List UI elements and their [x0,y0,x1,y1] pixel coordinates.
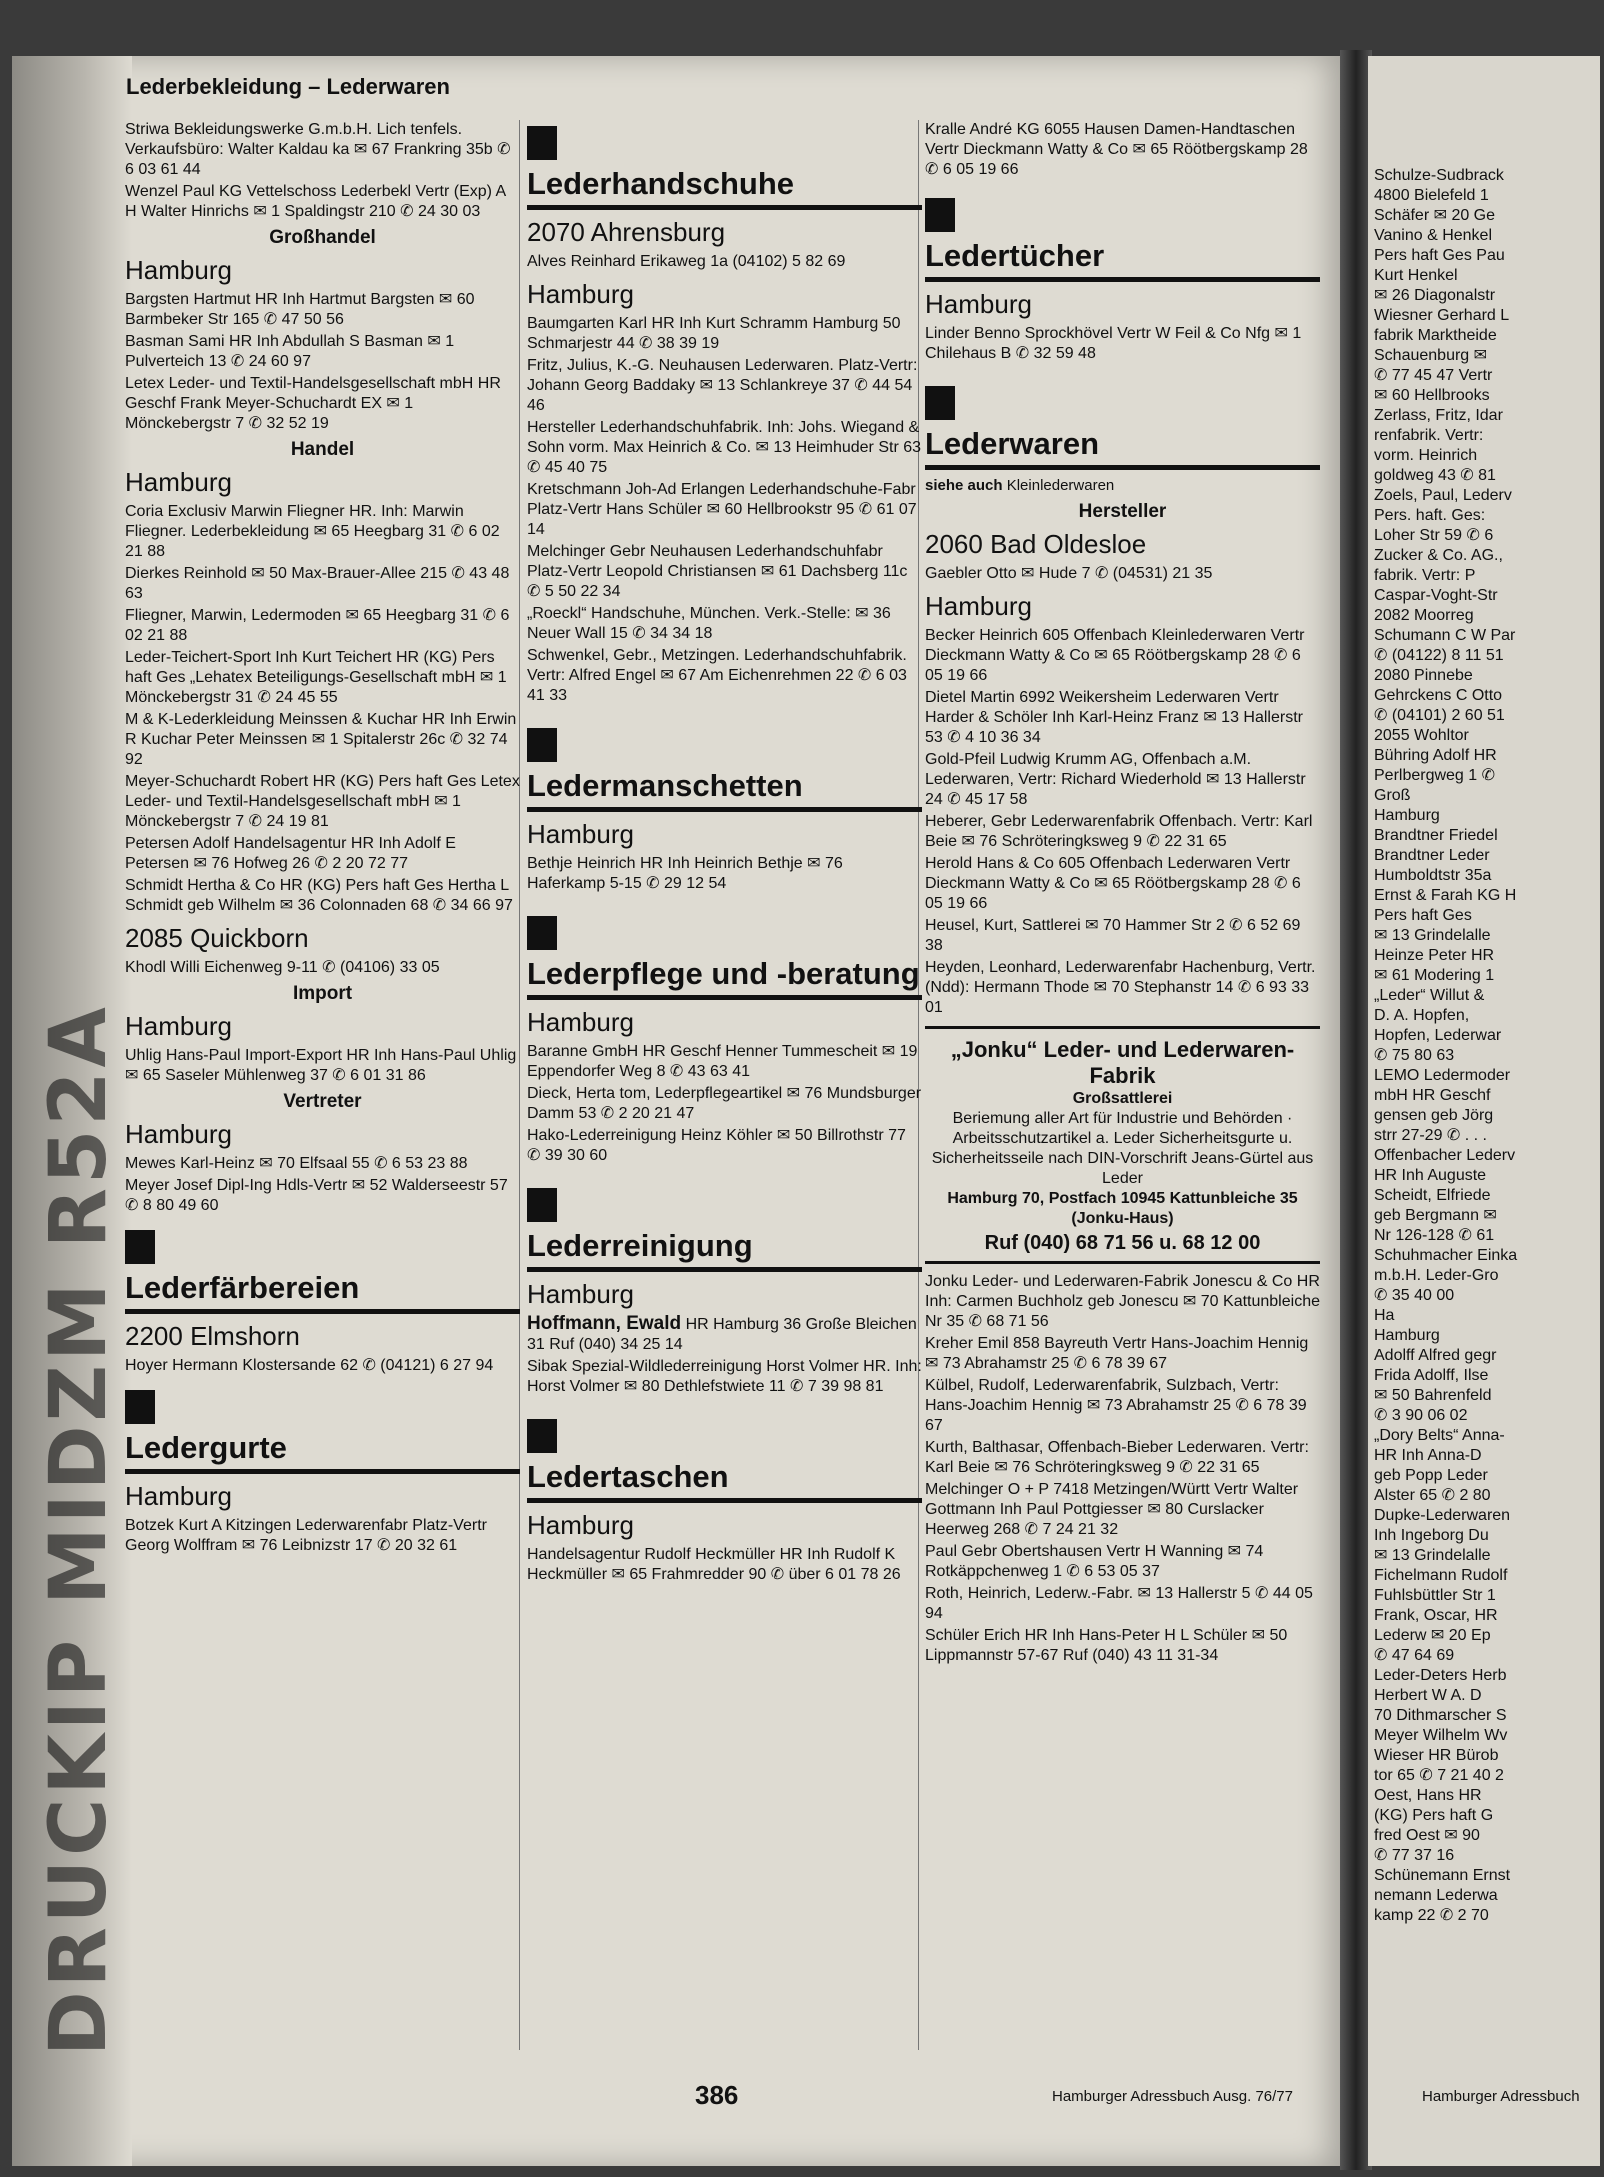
ad-description: Beriemung aller Art für Industrie und Behörden · Arbeitsschutzartikel a. Leder Sicherheitsgurte u. Sicherheitsseile nach DIN-Vorschrift Jeans-Gürtel aus Leder [931,1110,1314,1187]
list-item: Pers haft Ges [1374,907,1472,924]
list-item: Fritz, Julius, K.-G. Neuhausen Lederwaren. Platz-Vertr: Johann Georg Baddaky ✉ 13 Schlankreye 37 ✆ 44 54 46 [527,357,918,414]
list-item: strr 27-29 ✆ . . . [1374,1127,1487,1144]
entry-list [527,252,922,272]
list-item: ✆ (04122) 8 11 51 [1374,647,1504,664]
list-item: LEMO Ledermoder [1374,1067,1511,1084]
list-item: Schüler Erich HR Inh Hans-Peter H L Schüler ✉ 50 Lippmannstr 57-67 Ruf (040) 43 11 31-34 [925,1627,1288,1664]
list-item: Lederw ✉ 20 Ep [1374,1627,1491,1644]
section-ledermanschetten [527,728,922,812]
section-marker [925,386,955,420]
list-item: Dietel Martin 6992 Weikersheim Lederwaren Vertr Harder & Schöler Inh Karl-Heinz Franz ✉ 13 Hallerstr 53 ✆ 4 10 36 34 [925,689,1303,746]
list-item: ✉ 61 Modering 1 [1374,967,1495,984]
list-item: Schumann C W Par [1374,627,1516,644]
list-item: Nr 126-128 ✆ 61 [1374,1227,1495,1244]
list-item: Meyer Josef Dipl-Ing Hdls-Vertr ✉ 52 Walderseestr 57 ✆ 8 80 49 60 [125,1177,508,1214]
entry-list [125,1046,520,1086]
city-heading: Hamburg [925,289,1032,319]
list-item: fabrik Marktheide [1374,327,1497,344]
list-item: Gehrckens C Otto [1374,687,1503,704]
entry-list [527,314,922,706]
list-item: Petersen Adolf Handelsagentur HR Inh Adolf E Petersen ✉ 76 Hofweg 26 ✆ 2 20 72 77 [125,835,456,872]
list-item: Botzek Kurt A Kitzingen Lederwarenfabr Platz-Vertr Georg Wolffram ✉ 76 Leibnizstr 17 ✆ 20 32 61 [125,1517,487,1554]
list-item: HR Inh Anna-D [1374,1447,1482,1464]
city-heading: Hamburg [527,279,634,309]
list-item: Hamburg [1374,807,1440,824]
entry-name: Hoffmann, Ewald [527,1313,682,1334]
list-item: M & K-Lederkleidung Meinssen & Kuchar HR Inh Erwin R Kuchar Peter Meinssen ✉ 1 Spitalerstr 26c ✆ 32 74 92 [125,711,517,768]
list-item: Vanino & Henkel [1374,227,1492,244]
section-marker [527,126,557,160]
list-item: Heinze Peter HR [1374,947,1495,964]
list-item: Brandtner Friedel [1374,827,1498,844]
list-item: Coria Exclusiv Marwin Fliegner HR. Inh: Marwin Fliegner. Lederbekleidung ✉ 65 Heegbarg 31 ✆ 6 02 21 88 [125,503,500,560]
section-lederwaren [925,386,1320,470]
list-item: Perlbergweg 1 ✆ [1374,767,1496,784]
list-item: ✉ 13 Grindelalle [1374,927,1491,944]
list-item: Hopfen, Lederwar [1374,1027,1502,1044]
list-item: Letex Leder- und Textil-Handelsgesellschaft mbH HR Geschf Frank Meyer-Schuchardt EX ✉ 1 Mönckebergstr 7 ✆ 32 52 19 [125,375,501,432]
entry-list [925,324,1320,364]
list-item: Uhlig Hans-Paul Import-Export HR Inh Hans-Paul Uhlig ✉ 65 Saseler Mühlenweg 37 ✆ 6 01 31 86 [125,1047,517,1084]
list-item: mbH HR Geschf [1374,1087,1491,1104]
list-item: 70 Dithmarscher S [1374,1707,1507,1724]
city-heading: Hamburg [527,1279,634,1309]
list-item: Dierkes Reinhold ✉ 50 Max-Brauer-Allee 215 ✆ 43 48 63 [125,565,510,602]
page-footer-right: Hamburger Adressbuch [1422,2088,1580,2105]
list-item: Khodl Willi Eichenweg 9-11 ✆ (04106) 33 05 [125,959,440,976]
list-item: Wiesner Gerhard L [1374,307,1510,324]
section-marker [925,198,955,232]
section-title: Lederpflege und -beratung [527,956,922,1000]
list-item: Heyden, Leonhard, Lederwarenfabr Hachenburg, Vertr. (Ndd): Hermann Thode ✉ 70 Stephanstr 14 ✆ 6 93 33 01 [925,959,1316,1016]
list-item: Handelsagentur Rudolf Heckmüller HR Inh Rudolf K Heckmüller ✉ 65 Frahmredder 90 ✆ über 6 01 78 26 [527,1546,901,1583]
list-item: ✆ 77 45 47 Vertr [1374,367,1493,384]
city-heading: 2060 Bad Oldesloe [925,529,1147,559]
list-item: (KG) Pers haft G [1374,1807,1494,1824]
section-title: Ledermanschetten [527,768,922,812]
list-item: Brandtner Leder [1374,847,1490,864]
list-item: Heusel, Kurt, Sattlerei ✉ 70 Hammer Str 2 ✆ 6 52 69 38 [925,917,1301,954]
page-number: 386 [695,2080,739,2110]
list-item: fabrik. Vertr: P [1374,567,1476,584]
entry-list [527,1357,922,1397]
list-item: Schünemann Ernst [1374,1867,1511,1884]
column-1 [125,120,520,1558]
list-item: ✆ 75 80 63 [1374,1047,1455,1064]
advertisement-jonku [925,1026,1320,1264]
list-item: Inh Ingeborg Du [1374,1527,1489,1544]
entry-list [925,1272,1320,1666]
list-item: Fichelmann Rudolf [1374,1567,1508,1584]
list-item: Zerlass, Fritz, Idar [1374,407,1503,424]
list-item: ✉ 50 Bahrenfeld [1374,1387,1492,1404]
section-ledertuecher [925,198,1320,282]
section-title: Ledertaschen [527,1459,922,1503]
column-2 [527,120,922,1587]
list-item: Bargsten Hartmut HR Inh Hartmut Bargsten ✉ 60 Barmbeker Str 165 ✆ 47 50 56 [125,291,475,328]
list-item: Hamburg [1374,1327,1440,1344]
section-marker [125,1390,155,1424]
entry-list [125,1154,520,1216]
list-item: Frida Adolff, Ilse [1374,1367,1489,1384]
list-item: Pers haft Ges Pau [1374,247,1505,264]
subheading: Großhandel [269,227,376,248]
list-item: Scheidt, Elfriede [1374,1187,1491,1204]
section-ledertaschen [527,1419,922,1503]
section-title: Lederhandschuhe [527,166,922,210]
entry-list [125,120,520,222]
section-title: Lederwaren [925,426,1320,470]
section-lederfaerbereien [125,1230,520,1314]
column-3 [925,120,1320,1668]
list-item: „Leder“ Willut & [1374,987,1485,1004]
list-item: Gold-Pfeil Ludwig Krumm AG, Offenbach a.M. Lederwaren, Vertr: Richard Wiederhold ✉ 13 Hallerstr 24 ✆ 45 17 58 [925,751,1306,808]
list-item: ✉ 13 Grindelalle [1374,1547,1491,1564]
page-footer: Hamburger Adressbuch Ausg. 76/77 [1052,2088,1293,2105]
list-item: ✆ 77 37 16 [1374,1847,1455,1864]
list-item: Striwa Bekleidungswerke G.m.b.H. Lich tenfels. Verkaufsbüro: Walter Kaldau ka ✉ 67 Frankring 35b ✆ 6 03 61 44 [125,121,511,178]
list-item: „Roeckl“ Handschuhe, München. Verk.-Stelle: ✉ 36 Neuer Wall 15 ✆ 34 34 18 [527,605,891,642]
city-heading: Hamburg [125,467,232,497]
city-heading: Hamburg [925,591,1032,621]
entry-list [925,120,1320,180]
city-heading: Hamburg [527,1510,634,1540]
list-item: Offenbacher Lederv [1374,1147,1516,1164]
section-lederpflege [527,916,922,1000]
list-item: Paul Gebr Obertshausen Vertr H Wanning ✉ 74 Rotkäppchenweg 1 ✆ 6 53 05 37 [925,1543,1264,1580]
list-item: vorm. Heinrich [1374,447,1478,464]
entry-list [125,1516,520,1556]
list-item: Mewes Karl-Heinz ✉ 70 Elfsaal 55 ✆ 6 53 23 88 [125,1155,468,1172]
list-item: Basman Sami HR Inh Abdullah S Basman ✉ 1 Pulverteich 13 ✆ 24 60 97 [125,333,455,370]
list-item: ✆ 3 90 06 02 [1374,1407,1468,1424]
list-item: Meyer-Schuchardt Robert HR (KG) Pers haft Ges Letex Leder- und Textil-Handelsgesellschaft mbH ✉ 1 Mönckebergstr 7 ✆ 24 19 81 [125,773,520,830]
list-item: Kralle André KG 6055 Hausen Damen-Handtaschen Vertr Dieckmann Watty & Co ✉ 65 Röötbergskamp 28 ✆ 6 05 19 66 [925,121,1308,178]
see-also-target: Kleinlederwaren [1002,477,1115,494]
section-lederreinigung [527,1188,922,1272]
see-also-label: siehe auch [925,477,1003,494]
list-item: Frank, Oscar, HR [1374,1607,1498,1624]
section-marker [125,1230,155,1264]
list-item: ✆ 35 40 00 [1374,1287,1455,1304]
entry-list [925,564,1320,584]
list-item: Groß [1374,787,1411,804]
running-head: Lederbekleidung – Lederwaren [126,74,450,99]
right-page-column [1374,166,1604,1926]
list-item: Oest, Hans HR [1374,1787,1482,1804]
ad-company-name: „Jonku“ Leder- und Lederwaren-Fabrik [950,1037,1295,1088]
section-marker [527,1419,557,1453]
list-item [527,1314,922,1355]
list-item: HR Inh Auguste [1374,1167,1487,1184]
list-item: Humboldtstr 35a [1374,867,1492,884]
city-heading: 2200 Elmshorn [125,1321,300,1351]
list-item: goldweg 43 ✆ 81 [1374,467,1496,484]
list-item: Gaebler Otto ✉ Hude 7 ✆ (04531) 21 35 [925,565,1213,582]
list-item: Jonku Leder- und Lederwaren-Fabrik Jonescu & Co HR Inh: Carmen Buchholz geb Jonescu ✉ 70 Kattunbleiche Nr 35 ✆ 68 71 56 [925,1273,1320,1330]
list-item: Leder-Deters Herb [1374,1667,1507,1684]
list-item: Baranne GmbH HR Geschf Henner Tummescheit ✉ 19 Eppendorfer Weg 8 ✆ 43 63 41 [527,1043,918,1080]
subheading: Vertreter [283,1091,362,1112]
city-heading: Hamburg [527,819,634,849]
book-spine [12,56,132,2166]
list-item: Hoyer Hermann Klostersande 62 ✆ (04121) 6 27 94 [125,1357,494,1374]
list-item: Adolff Alfred gegr [1374,1347,1497,1364]
list-item: 4800 Bielefeld 1 [1374,187,1489,204]
list-item: Meyer Wilhelm Wv [1374,1727,1508,1744]
list-item: Herbert W A. D [1374,1687,1482,1704]
list-item: geb Popp Leder [1374,1467,1488,1484]
list-item: Leder-Teichert-Sport Inh Kurt Teichert HR (KG) Pers haft Ges „Lehatex Beteiligungs-Gesellschaft mbH ✉ 1 Mönckebergstr 31 ✆ 24 45 55 [125,649,507,706]
list-item: fred Oest ✉ 90 [1374,1827,1480,1844]
section-title: Lederfärbereien [125,1270,520,1314]
list-item: Becker Heinrich 605 Offenbach Kleinlederwaren Vertr Dieckmann Watty & Co ✉ 65 Röötbergskamp 28 ✆ 6 05 19 66 [925,627,1305,684]
city-heading: 2085 Quickborn [125,923,309,953]
list-item: Zoels, Paul, Lederv [1374,487,1512,504]
list-item: Schmidt Hertha & Co HR (KG) Pers haft Ges Hertha L Schmidt geb Wilhelm ✉ 36 Colonnaden 68 ✆ 34 66 97 [125,877,513,914]
list-item: Schäfer ✉ 20 Ge [1374,207,1496,224]
list-item: 2055 Wohltor [1374,727,1469,744]
list-item: Roth, Heinrich, Lederw.-Fabr. ✉ 13 Hallerstr 5 ✆ 44 05 94 [925,1585,1313,1622]
list-item: kamp 22 ✆ 2 70 [1374,1907,1489,1924]
list-item: Hersteller Lederhandschuhfabrik. Inh: Johs. Wiegand & Sohn vorm. Max Heinrich & Co. ✉ 13 Heimhuder Str 63 ✆ 45 40 75 [527,419,922,476]
entry-list [125,958,520,978]
list-item: Wieser HR Bürob [1374,1747,1499,1764]
section-marker [527,1188,557,1222]
list-item: 2082 Moorreg [1374,607,1474,624]
list-item: Schauenburg ✉ [1374,347,1488,364]
section-ledergurte [125,1390,520,1474]
subheading: Handel [290,439,355,460]
list-item: Bühring Adolf HR [1374,747,1497,764]
list-item: ✉ 26 Diagonalstr [1374,287,1496,304]
ad-address: Hamburg 70, Postfach 10945 Kattunbleiche 35 (Jonku-Haus) [947,1190,1298,1227]
entry-list [125,290,520,434]
list-item: „Dory Belts“ Anna- [1374,1427,1505,1444]
list-item: Linder Benno Sprockhövel Vertr W Feil & Co Nfg ✉ 1 Chilehaus B ✆ 32 59 48 [925,325,1302,362]
subheading: Import [292,983,353,1004]
list-item: Schulze-Sudbrack [1374,167,1504,184]
entry-list [527,854,922,894]
city-heading: Hamburg [125,255,232,285]
list-item: Schwenkel, Gebr., Metzingen. Lederhandschuhfabrik. Vertr: Alfred Engel ✉ 67 Am Eichenrehmen 22 ✆ 6 03 41 33 [527,647,907,704]
list-item: Dupke-Lederwaren [1374,1507,1511,1524]
list-item: m.b.H. Leder-Gro [1374,1267,1499,1284]
ad-phone: Ruf (040) 68 71 56 u. 68 12 00 [984,1232,1261,1254]
spine-lettering: DRUCKIP MIDZM R52A [34,1003,124,2056]
list-item: 2080 Pinnebe [1374,667,1473,684]
list-item: Fuhlsbüttler Str 1 [1374,1587,1496,1604]
list-item: Pers. haft. Ges: [1374,507,1486,524]
entry-list [925,626,1320,1018]
list-item: Kurt Henkel [1374,267,1458,284]
city-heading: 2070 Ahrensburg [527,217,726,247]
list-item: Sibak Spezial-Wildlederreinigung Horst Volmer HR. Inh: Horst Volmer ✉ 80 Dethlefstwiete 11 ✆ 7 39 98 81 [527,1358,922,1395]
book-page-right [1368,56,1600,2166]
list-item: D. A. Hopfen, [1374,1007,1470,1024]
section-marker [527,728,557,762]
list-item: renfabrik. Vertr: [1374,427,1484,444]
list-item: Melchinger Gebr Neuhausen Lederhandschuhfabr Platz-Vertr Leopold Christiansen ✉ 61 Dachsberg 11c ✆ 5 50 22 34 [527,543,908,600]
list-item: Alster 65 ✆ 2 80 [1374,1487,1491,1504]
entry-list [527,1042,922,1166]
section-title: Lederreinigung [527,1228,922,1272]
list-item: Wenzel Paul KG Vettelschoss Lederbekl Vertr (Exp) A H Walter Hinrichs ✉ 1 Spaldingstr 210 ✆ 24 30 03 [125,183,506,220]
city-heading: Hamburg [527,1007,634,1037]
list-item: Kurth, Balthasar, Offenbach-Bieber Lederwaren. Vertr: Karl Beie ✉ 76 Schröteringksweg 9 ✆ 22 31 65 [925,1439,1309,1476]
list-item: Fliegner, Marwin, Ledermoden ✉ 65 Heegbarg 31 ✆ 6 02 21 88 [125,607,510,644]
entry-list [125,502,520,916]
section-marker [527,916,557,950]
city-heading: Hamburg [125,1011,232,1041]
list-item: Dieck, Herta tom, Lederpflegeartikel ✉ 76 Mundsburger Damm 53 ✆ 2 20 21 47 [527,1085,922,1122]
list-item: Ha [1374,1307,1395,1324]
subheading: Hersteller [1078,501,1167,522]
cross-reference [925,476,1320,496]
entry-list [125,1356,520,1376]
ad-company-kind: Großsattlerei [1072,1090,1173,1107]
city-heading: Hamburg [125,1481,232,1511]
list-item: Loher Str 59 ✆ 6 [1374,527,1494,544]
list-item: Hako-Lederreinigung Heinz Köhler ✉ 50 Billrothstr 77 ✆ 39 30 60 [527,1127,906,1164]
list-item: Bethje Heinrich HR Inh Heinrich Bethje ✉ 76 Haferkamp 5-15 ✆ 29 12 54 [527,855,843,892]
list-item: gensen geb Jörg [1374,1107,1494,1124]
list-item: Kretschmann Joh-Ad Erlangen Lederhandschuhe-Fabr Platz-Vertr Hans Schüler ✉ 60 Hellbrookstr 95 ✆ 61 07 14 [527,481,917,538]
list-item: geb Bergmann ✉ [1374,1207,1497,1224]
list-item: Zucker & Co. AG., [1374,547,1503,564]
list-item: Caspar-Voght-Str [1374,587,1498,604]
list-item: Heberer, Gebr Lederwarenfabrik Offenbach. Vertr: Karl Beie ✉ 76 Schröteringksweg 9 ✆ 22 31 65 [925,813,1313,850]
section-title: Ledergurte [125,1430,520,1474]
list-item: Alves Reinhard Erikaweg 1a (04102) 5 82 69 [527,253,846,270]
list-item: Külbel, Rudolf, Lederwarenfabrik, Sulzbach, Vertr: Hans-Joachim Hennig ✉ 73 Abrahamstr 25 ✆ 6 78 39 67 [925,1377,1307,1434]
city-heading: Hamburg [125,1119,232,1149]
list-item: Ernst & Farah KG H [1374,887,1517,904]
list-item: Kreher Emil 858 Bayreuth Vertr Hans-Joachim Hennig ✉ 73 Abrahamstr 25 ✆ 6 78 39 67 [925,1335,1309,1372]
list-item: Schuhmacher Einka [1374,1247,1518,1264]
list-item: ✆ 47 64 69 [1374,1647,1455,1664]
list-item: Herold Hans & Co 605 Offenbach Lederwaren Vertr Dieckmann Watty & Co ✉ 65 Röötbergskamp 28 ✆ 6 05 19 66 [925,855,1301,912]
list-item: ✆ (04101) 2 60 51 [1374,707,1505,724]
list-item: Baumgarten Karl HR Inh Kurt Schramm Hamburg 50 Schmarjestr 44 ✆ 38 39 19 [527,315,901,352]
section-lederhandschuhe [527,126,922,210]
list-item: nemann Lederwa [1374,1887,1498,1904]
list-item: tor 65 ✆ 7 21 40 2 [1374,1767,1504,1784]
entry-text: HR Hamburg 36 Große Bleichen 31 Ruf (040) 34 25 14 [527,1316,917,1353]
section-title: Ledertücher [925,238,1320,282]
list-item: Melchinger O + P 7418 Metzingen/Württ Vertr Walter Gottmann Inh Paul Pottgiesser ✉ 80 Curslacker Heerweg 268 ✆ 7 24 21 32 [925,1481,1299,1538]
entry-list [527,1545,922,1585]
list-item: ✉ 60 Hellbrooks [1374,387,1490,404]
